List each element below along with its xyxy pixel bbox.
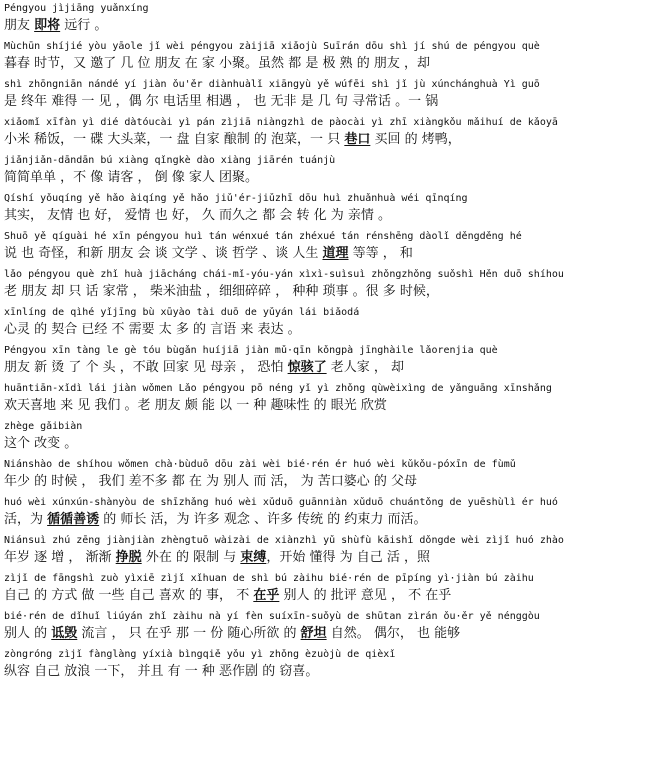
- line-text: 纵容 自己 放浪 一下， 并且 有 一 种 恶作剧 的 窃喜。: [4, 664, 319, 679]
- line-text: 简简单单 ，不 像 请客 ， 倒 像 家人 团聚。: [4, 170, 259, 185]
- line-text: 自然。 偶尔， 也 能够: [326, 626, 461, 641]
- line-text: huó wèi xúnxún-shànyòu de shīzhǎng huó wèi xǔduō guānniàn xǔduō chuántǒng de yuēshùlì ér huó: [4, 497, 558, 508]
- pinyin-line: [4, 40, 645, 53]
- line-text: Mùchūn shíjié yòu yāole jǐ wèi péngyou zàijiā xiǎojù Suīrán dōu shì jí shú de péngyou què: [4, 41, 540, 52]
- hanzi-line: [4, 207, 645, 224]
- line-text: 这个 改变 。: [4, 436, 78, 451]
- pinyin-line: [4, 2, 645, 15]
- line-text: bié·rén de dǐhuǐ liúyán zhǐ zàihu nà yí fèn suíxīn-suǒyù de shūtan zìrán ǒu·ěr yě nénggòu: [4, 611, 540, 622]
- line-text: huāntiān-xǐdì lái jiàn wǒmen Lǎo péngyou pō néng yǐ yì zhǒng qùwèixìng de yǎnguāng xīnshǎng: [4, 383, 552, 394]
- pinyin-line: [4, 534, 645, 547]
- line-text: 年少 的 时候 ， 我们 差不多 都 在 为 别人 而 活， 为 苦口婆心 的 父母: [4, 474, 417, 489]
- underlined-word: 道理: [322, 246, 349, 261]
- line-text: 小米 稀饭，一 碟 大头菜，一 盘 自家 酿制 的 泡菜，一 只: [4, 132, 345, 147]
- hanzi-line: [4, 511, 645, 528]
- hanzi-line: [4, 435, 645, 452]
- hanzi-line: [4, 549, 645, 566]
- line-text: 自己 的 方式 做 一些 自己 喜欢 的 事， 不: [4, 588, 254, 603]
- line-text: Niánsuì zhú zēng jiànjiàn zhèngtuō wàizài de xiànzhì yǔ shùfù kāishǐ dǒngde wèi zìjǐ huó zhào: [4, 535, 564, 546]
- line-text: 是 终年 难得 一 见 ，偶 尔 电话里 相遇 ， 也 无非 是 几 句 寻常话 。一 锅: [4, 94, 439, 109]
- line-text: Péngyou jìjiāng yuǎnxíng: [4, 3, 149, 14]
- pinyin-line: [4, 192, 645, 205]
- underlined-word: 舒坦: [300, 626, 327, 641]
- line-text: zòngróng zìjǐ fànglàng yíxià bìngqiě yǒu yì zhǒng èzuòjù de qièxǐ: [4, 649, 396, 660]
- pinyin-line: [4, 116, 645, 129]
- line-text: 远行 。: [60, 18, 108, 33]
- hanzi-line: [4, 587, 645, 604]
- line-text: 的 师长 活，为 许多 观念 、许多 传统 的 约束力 而活。: [99, 512, 427, 527]
- pinyin-line: [4, 648, 645, 661]
- hanzi-line: [4, 17, 645, 34]
- line-text: 活，为: [4, 512, 48, 527]
- line-text: 朋友: [4, 18, 35, 33]
- pinyin-line: [4, 458, 645, 471]
- underlined-word: 在乎: [253, 588, 280, 603]
- pinyin-line: [4, 382, 645, 395]
- hanzi-line: [4, 359, 645, 376]
- pinyin-line: [4, 230, 645, 243]
- line-text: ，开始 懂得 为 自己 活 ，照: [266, 550, 431, 565]
- line-text: 朋友 新 烫 了 个 头 ，不敢 回家 见 母亲 ， 恐怕: [4, 360, 288, 375]
- line-text: shì zhōngniān nándé yí jiàn ǒu'ěr diànhuàlǐ xiāngyù yě wúfēi shì jǐ jù xúnchánghuà Yì guō: [4, 79, 540, 90]
- line-text: 别人 的 批评 意见 ， 不 在乎: [279, 588, 452, 603]
- line-text: Shuō yě qíguài hé xīn péngyou huì tán wénxué tán zhéxué tán rénshēng dàolǐ děngděng hé: [4, 231, 522, 242]
- line-text: jiǎnjiǎn-dāndān bú xiàng qǐngkè dào xiàng jiārén tuánjù: [4, 155, 336, 166]
- line-text: Qíshí yǒuqíng yě hǎo àiqíng yě hǎo jiǔ'ér-jiǔzhī dōu huì zhuǎnhuà wéi qīnqíng: [4, 193, 468, 204]
- underlined-word: 即将: [34, 18, 61, 33]
- line-text: xiǎomǐ xīfàn yì dié dàtóucài yì pán zìjiā niàngzhì de pàocài yì zhī xiàngkǒu mǎihuí de kǎoyā: [4, 117, 558, 128]
- line-text: xīnlíng de qìhé yǐjīng bù xūyào tài duō de yǔyán lái biǎodá: [4, 307, 360, 318]
- line-text: Niánshào de shíhou wǒmen chà·bùduō dōu zài wèi bié·rén ér huó wèi kǔkǒu-póxīn de fùmǔ: [4, 459, 516, 470]
- pinyin-line: [4, 496, 645, 509]
- hanzi-line: [4, 397, 645, 414]
- hanzi-line: [4, 663, 645, 680]
- pinyin-line: [4, 610, 645, 623]
- hanzi-line: [4, 55, 645, 72]
- hanzi-line: [4, 131, 645, 148]
- pinyin-line: [4, 154, 645, 167]
- underlined-word: 诋毁: [51, 626, 78, 641]
- hanzi-line: [4, 473, 645, 490]
- hanzi-line: [4, 321, 645, 338]
- line-text: zhège gǎibiàn: [4, 421, 83, 432]
- hanzi-line: [4, 245, 645, 262]
- line-text: Péngyou xīn tàng le gè tóu bùgǎn huíjiā jiàn mǔ·qīn kǒngpà jīnghàile lǎorenjia què: [4, 345, 498, 356]
- underlined-word: 循循善诱: [47, 512, 100, 527]
- line-text: 买回 的 烤鸭，: [370, 132, 461, 147]
- line-text: 等等 ， 和: [348, 246, 413, 261]
- underlined-word: 巷口: [344, 132, 371, 147]
- line-text: lǎo péngyou què zhǐ huà jiācháng chái-mǐ-yóu-yán xìxì-suìsuì zhǒngzhǒng suǒshì Hěn duō shíhou: [4, 269, 564, 280]
- line-text: 年岁 逐 增 ， 渐渐: [4, 550, 116, 565]
- underlined-word: 挣脱: [115, 550, 142, 565]
- line-text: 说 也 奇怪，和新 朋友 会 谈 文学 、谈 哲学 、谈 人生: [4, 246, 323, 261]
- pinyin-line: [4, 572, 645, 585]
- line-text: 其实， 友情 也 好， 爱情 也 好， 久 而久之 都 会 转 化 为 亲情 。: [4, 208, 391, 223]
- pinyin-line: [4, 306, 645, 319]
- line-text: 外在 的 限制 与: [141, 550, 241, 565]
- underlined-word: 惊骇了: [287, 360, 327, 375]
- pinyin-line: [4, 420, 645, 433]
- line-text: 老 朋友 却 只 话 家常 ， 柴米油盐 ，细细碎碎 ， 种种 琐事 。很 多 时候，: [4, 284, 439, 299]
- hanzi-line: [4, 625, 645, 642]
- line-text: zìjǐ de fāngshì zuò yìxiē zìjǐ xǐhuan de shì bú zàihu bié·rén de pīpíng yì·jiàn bú zàihu: [4, 573, 534, 584]
- underlined-word: 束缚: [240, 550, 267, 565]
- hanzi-line: [4, 169, 645, 186]
- line-text: 老人家 ， 却: [326, 360, 405, 375]
- line-text: 心灵 的 契合 已经 不 需要 太 多 的 言语 来 表达 。: [4, 322, 301, 337]
- line-text: 流言 ， 只 在乎 那 一 份 随心所欲 的: [77, 626, 301, 641]
- line-text: 别人 的: [4, 626, 52, 641]
- pinyin-line: [4, 268, 645, 281]
- hanzi-line: [4, 283, 645, 300]
- pinyin-line: [4, 78, 645, 91]
- pinyin-line: [4, 344, 645, 357]
- hanzi-line: [4, 93, 645, 110]
- line-text: 欢天喜地 来 见 我们 。老 朋友 颇 能 以 一 种 趣味性 的 眼光 欣赏: [4, 398, 387, 413]
- line-text: 暮春 时节，又 邀了 几 位 朋友 在 家 小聚。虽然 都 是 极 熟 的 朋友 ，却: [4, 56, 430, 71]
